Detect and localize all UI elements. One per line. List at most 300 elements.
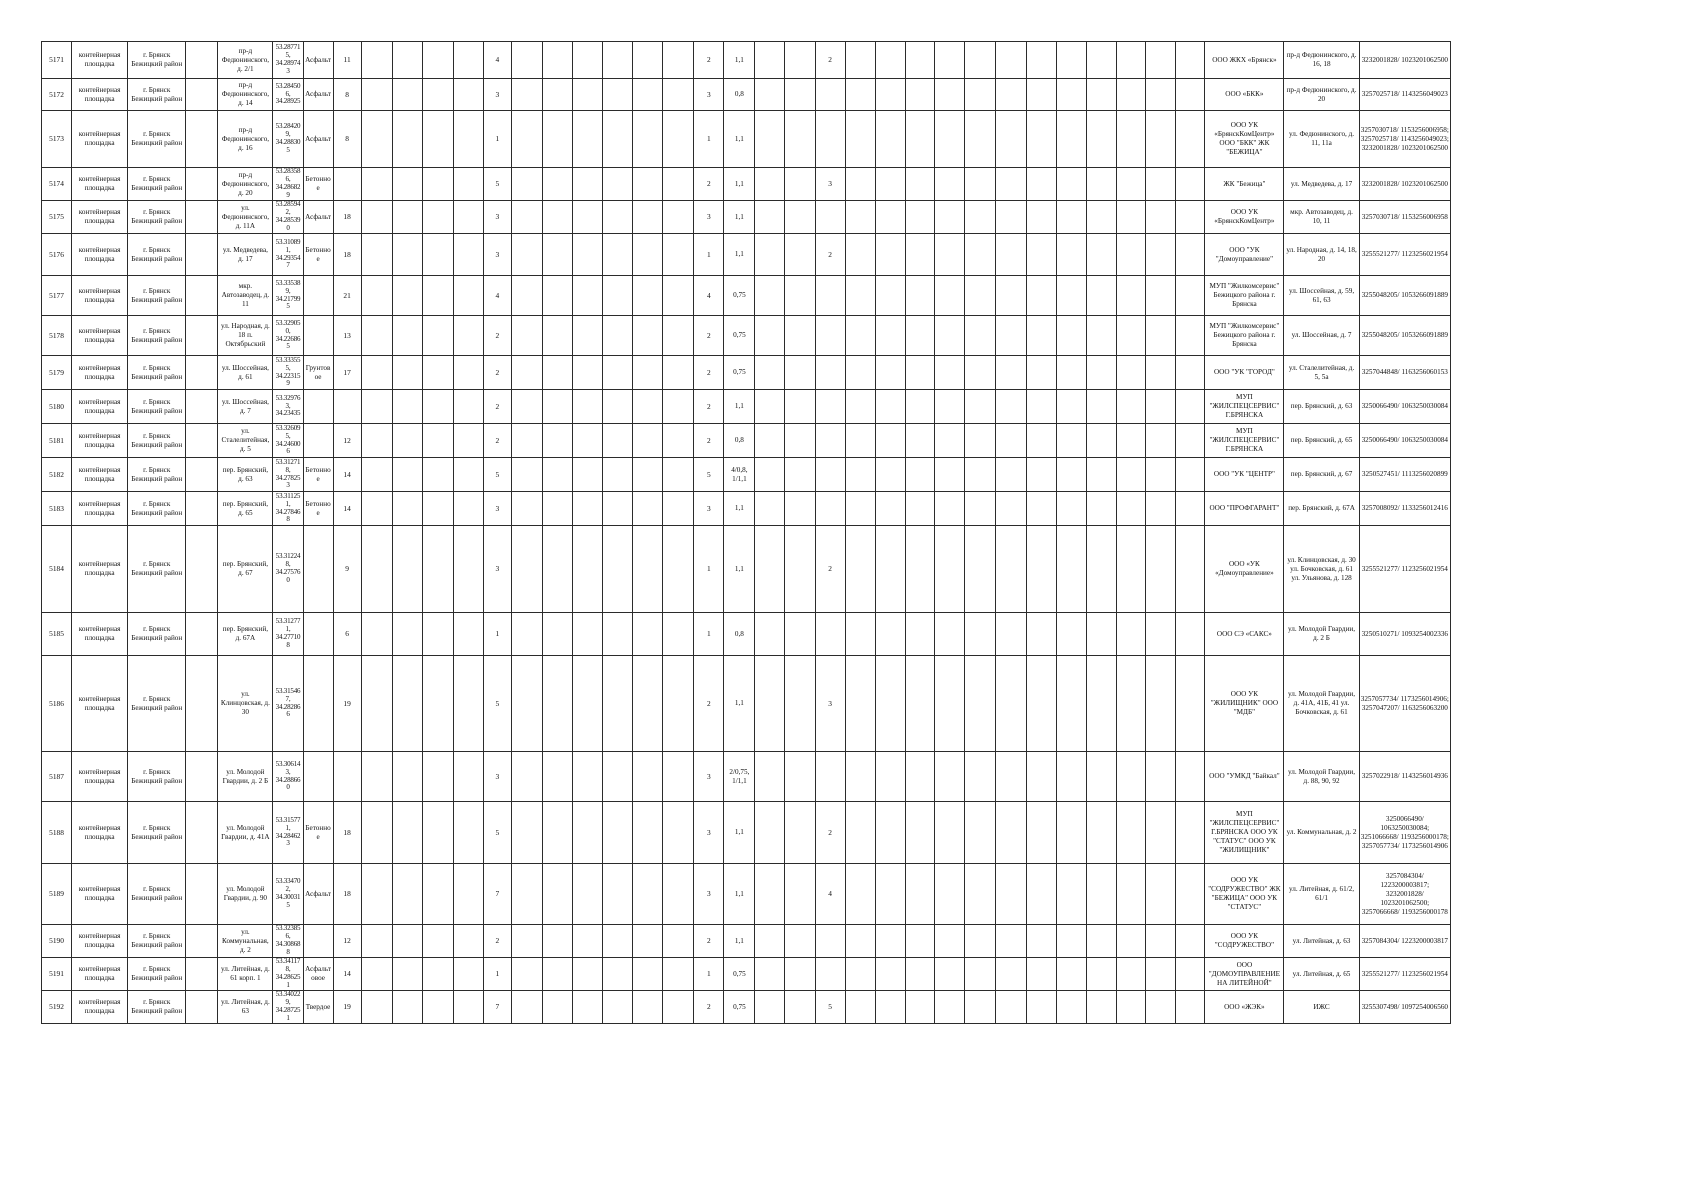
empty-cell: [785, 958, 815, 991]
operator-name: ЖК "Бежица": [1205, 168, 1284, 201]
container-volume: 4/0,8, 1/1,1: [724, 458, 755, 492]
empty-cell: [875, 802, 905, 864]
empty-cell: [785, 42, 815, 79]
surface-type: Асфальтовое: [303, 958, 333, 991]
row-number: 5183: [42, 492, 72, 526]
empty-cell: [1087, 492, 1117, 526]
served-addresses: ул. Литейная, д. 65: [1284, 958, 1359, 991]
empty-cell: [875, 168, 905, 201]
empty-cell: [573, 802, 603, 864]
empty-cell: [422, 958, 453, 991]
empty-cell: [785, 276, 815, 316]
empty-cell: [633, 492, 663, 526]
site-type: контейнерная площадка: [72, 356, 128, 390]
empty-cell: [542, 752, 572, 802]
coordinates: 53.32385 6, 34.30868 8: [273, 925, 303, 958]
container-count-2: 3: [694, 492, 724, 526]
empty-cell: [573, 201, 603, 234]
inn-ogrn: 3257044848/ 1163256060153: [1359, 356, 1450, 390]
empty-cell: [905, 492, 934, 526]
container-volume: 1,1: [724, 168, 755, 201]
surface-type: Асфальт: [303, 42, 333, 79]
empty-cell: [1026, 424, 1056, 458]
container-count-2: 3: [694, 752, 724, 802]
empty-cell: [934, 234, 964, 276]
empty-cell: [1117, 79, 1146, 111]
site-address: ул. Медведева, д. 17: [218, 234, 273, 276]
empty-cell: [453, 316, 483, 356]
empty-cell: [995, 458, 1026, 492]
empty-cell: [995, 42, 1026, 79]
container-count-3: [815, 613, 845, 656]
empty-cell: [573, 234, 603, 276]
empty-cell: [905, 613, 934, 656]
container-count-2: 1: [694, 526, 724, 613]
container-count: 2: [483, 424, 511, 458]
empty-cell: [453, 168, 483, 201]
inn-ogrn: 3257030718/ 1153256006958; 3257025718/ 1143256049023; 3232001828/ 1023201062500: [1359, 111, 1450, 168]
empty-cell: [392, 526, 422, 613]
surface-type: [303, 316, 333, 356]
empty-cell: [542, 168, 572, 201]
city-district: г. Брянск Бежицкий район: [128, 356, 186, 390]
row-number: 5174: [42, 168, 72, 201]
empty-cell: [1057, 958, 1087, 991]
container-count: 3: [483, 201, 511, 234]
empty-cell: [1176, 276, 1205, 316]
served-addresses: мкр. Автозаводец, д. 10, 11: [1284, 201, 1359, 234]
empty-cell: [361, 168, 392, 201]
empty-cell: [845, 802, 875, 864]
coordinates: 53.33355 5, 34.22315 9: [273, 356, 303, 390]
empty-cell: [755, 316, 785, 356]
area-value: 14: [333, 458, 361, 492]
empty-cell: [663, 201, 694, 234]
empty-cell: [453, 390, 483, 424]
empty-cell: [453, 424, 483, 458]
empty-cell: [361, 276, 392, 316]
empty-cell: [964, 526, 995, 613]
empty-cell: [186, 276, 218, 316]
empty-cell: [845, 111, 875, 168]
operator-name: ООО СЭ «САКС»: [1205, 613, 1284, 656]
empty-cell: [934, 42, 964, 79]
empty-cell: [964, 656, 995, 752]
container-volume: 1,1: [724, 864, 755, 925]
empty-cell: [361, 802, 392, 864]
site-address: ул. Сталелитейная, д. 5: [218, 424, 273, 458]
inn-ogrn: 3255521277/ 1123256021954: [1359, 234, 1450, 276]
empty-cell: [573, 991, 603, 1024]
surface-type: Асфальт: [303, 111, 333, 168]
empty-cell: [663, 613, 694, 656]
surface-type: Твердое: [303, 991, 333, 1024]
area-value: 12: [333, 424, 361, 458]
empty-cell: [964, 111, 995, 168]
empty-cell: [875, 526, 905, 613]
empty-cell: [392, 79, 422, 111]
container-count-2: 2: [694, 356, 724, 390]
row-number: 5175: [42, 201, 72, 234]
site-type: контейнерная площадка: [72, 656, 128, 752]
empty-cell: [995, 276, 1026, 316]
empty-cell: [392, 958, 422, 991]
empty-cell: [995, 168, 1026, 201]
area-value: 6: [333, 613, 361, 656]
area-value: 17: [333, 356, 361, 390]
empty-cell: [995, 656, 1026, 752]
served-addresses: ИЖС: [1284, 991, 1359, 1024]
empty-cell: [1146, 613, 1176, 656]
container-count-3: [815, 390, 845, 424]
empty-cell: [995, 526, 1026, 613]
empty-cell: [1087, 925, 1117, 958]
empty-cell: [995, 390, 1026, 424]
site-address: пр-д Федюнинского, д. 2/1: [218, 42, 273, 79]
operator-name: МУП "ЖИЛСПЕЦСЕРВИС" Г.БРЯНСКА ООО УК "СТАТУС" ООО УК "ЖИЛИЩНИК": [1205, 802, 1284, 864]
empty-cell: [845, 458, 875, 492]
operator-name: ООО "ДОМОУПРАВЛЕНИЕ НА ЛИТЕЙНОЙ": [1205, 958, 1284, 991]
city-district: г. Брянск Бежицкий район: [128, 526, 186, 613]
operator-name: ООО «БКК»: [1205, 79, 1284, 111]
empty-cell: [905, 802, 934, 864]
empty-cell: [392, 424, 422, 458]
empty-cell: [603, 752, 633, 802]
city-district: г. Брянск Бежицкий район: [128, 79, 186, 111]
surface-type: [303, 390, 333, 424]
empty-cell: [1026, 526, 1056, 613]
empty-cell: [186, 656, 218, 752]
empty-cell: [934, 656, 964, 752]
site-address: ул. Молодой Гвардии, д. 90: [218, 864, 273, 925]
surface-type: Асфальт: [303, 864, 333, 925]
city-district: г. Брянск Бежицкий район: [128, 234, 186, 276]
site-type: контейнерная площадка: [72, 492, 128, 526]
empty-cell: [785, 316, 815, 356]
empty-cell: [1087, 276, 1117, 316]
empty-cell: [633, 42, 663, 79]
empty-cell: [573, 42, 603, 79]
coordinates: 53.28420 9, 34.28830 5: [273, 111, 303, 168]
container-volume: 1,1: [724, 42, 755, 79]
empty-cell: [875, 316, 905, 356]
empty-cell: [542, 390, 572, 424]
empty-cell: [1146, 656, 1176, 752]
empty-cell: [1057, 802, 1087, 864]
empty-cell: [1057, 316, 1087, 356]
empty-cell: [1117, 458, 1146, 492]
operator-name: ООО "ПРОФГАРАНТ": [1205, 492, 1284, 526]
empty-cell: [663, 802, 694, 864]
site-type: контейнерная площадка: [72, 613, 128, 656]
table-row: [42, 656, 1451, 752]
area-value: [333, 168, 361, 201]
container-count: 4: [483, 42, 511, 79]
inn-ogrn: 3257030718/ 1153256006958: [1359, 201, 1450, 234]
empty-cell: [755, 458, 785, 492]
container-count-3: 5: [815, 991, 845, 1024]
served-addresses: ул. Молодой Гвардии, д. 88, 90, 92: [1284, 752, 1359, 802]
empty-cell: [755, 656, 785, 752]
empty-cell: [905, 458, 934, 492]
container-count-3: [815, 356, 845, 390]
operator-name: ООО УК «БрянскКомЦентр»: [1205, 201, 1284, 234]
empty-cell: [845, 390, 875, 424]
empty-cell: [1117, 168, 1146, 201]
empty-cell: [186, 424, 218, 458]
empty-cell: [186, 613, 218, 656]
row-number: 5179: [42, 356, 72, 390]
empty-cell: [422, 168, 453, 201]
empty-cell: [1176, 111, 1205, 168]
container-count-2: 3: [694, 201, 724, 234]
empty-cell: [663, 234, 694, 276]
container-count: 1: [483, 958, 511, 991]
empty-cell: [361, 958, 392, 991]
empty-cell: [1117, 356, 1146, 390]
container-volume: 0,75: [724, 276, 755, 316]
empty-cell: [186, 234, 218, 276]
container-count-3: [815, 424, 845, 458]
empty-cell: [186, 201, 218, 234]
row-number: 5181: [42, 424, 72, 458]
container-count: 5: [483, 802, 511, 864]
coordinates: 53.33470 2, 34.30031 5: [273, 864, 303, 925]
site-address: ул. Коммунальная, д. 2: [218, 925, 273, 958]
empty-cell: [845, 925, 875, 958]
empty-cell: [755, 356, 785, 390]
empty-cell: [663, 492, 694, 526]
empty-cell: [511, 656, 542, 752]
empty-cell: [964, 458, 995, 492]
empty-cell: [905, 234, 934, 276]
empty-cell: [511, 613, 542, 656]
empty-cell: [361, 390, 392, 424]
served-addresses: пер. Брянский, д. 63: [1284, 390, 1359, 424]
served-addresses: пр-д Федюнинского, д. 20: [1284, 79, 1359, 111]
empty-cell: [845, 356, 875, 390]
empty-cell: [361, 234, 392, 276]
container-count-3: 2: [815, 802, 845, 864]
area-value: 18: [333, 201, 361, 234]
empty-cell: [603, 201, 633, 234]
area-value: 14: [333, 958, 361, 991]
empty-cell: [785, 356, 815, 390]
empty-cell: [422, 925, 453, 958]
coordinates: 53.31271 8, 34.27825 3: [273, 458, 303, 492]
empty-cell: [573, 613, 603, 656]
coordinates: 53.32905 0, 34.22686 5: [273, 316, 303, 356]
site-type: контейнерная площадка: [72, 458, 128, 492]
served-addresses: ул. Молодой Гвардии, д. 2 Б: [1284, 613, 1359, 656]
empty-cell: [1057, 526, 1087, 613]
container-volume: 1,1: [724, 802, 755, 864]
empty-cell: [603, 864, 633, 925]
empty-cell: [663, 656, 694, 752]
empty-cell: [1087, 458, 1117, 492]
empty-cell: [1146, 424, 1176, 458]
empty-cell: [875, 79, 905, 111]
empty-cell: [934, 276, 964, 316]
empty-cell: [663, 424, 694, 458]
container-count-3: 3: [815, 656, 845, 752]
table-row: [42, 79, 1451, 111]
empty-cell: [663, 42, 694, 79]
empty-cell: [1026, 925, 1056, 958]
empty-cell: [1176, 656, 1205, 752]
empty-cell: [453, 276, 483, 316]
coordinates: 53.28450 6, 34.28925: [273, 79, 303, 111]
empty-cell: [186, 42, 218, 79]
empty-cell: [453, 656, 483, 752]
empty-cell: [186, 492, 218, 526]
empty-cell: [875, 991, 905, 1024]
empty-cell: [1117, 864, 1146, 925]
empty-cell: [1087, 802, 1117, 864]
empty-cell: [542, 356, 572, 390]
empty-cell: [1176, 316, 1205, 356]
site-type: контейнерная площадка: [72, 168, 128, 201]
site-address: ул. Литейная, д. 61 корп. 1: [218, 958, 273, 991]
empty-cell: [1117, 316, 1146, 356]
empty-cell: [934, 613, 964, 656]
empty-cell: [785, 613, 815, 656]
empty-cell: [573, 424, 603, 458]
container-count-2: 2: [694, 168, 724, 201]
table-row: [42, 613, 1451, 656]
site-type: контейнерная площадка: [72, 864, 128, 925]
empty-cell: [1146, 752, 1176, 802]
empty-cell: [845, 234, 875, 276]
container-count-2: 1: [694, 958, 724, 991]
coordinates: 53.33538 9, 34.21799 5: [273, 276, 303, 316]
empty-cell: [1176, 752, 1205, 802]
empty-cell: [845, 656, 875, 752]
empty-cell: [845, 316, 875, 356]
empty-cell: [663, 752, 694, 802]
container-volume: 1,1: [724, 492, 755, 526]
container-count-2: 2: [694, 925, 724, 958]
empty-cell: [905, 925, 934, 958]
empty-cell: [875, 356, 905, 390]
site-address: пер. Брянский, д. 65: [218, 492, 273, 526]
empty-cell: [422, 79, 453, 111]
registry-sheet: [41, 41, 1451, 1024]
empty-cell: [633, 424, 663, 458]
empty-cell: [785, 991, 815, 1024]
empty-cell: [573, 458, 603, 492]
empty-cell: [1057, 656, 1087, 752]
empty-cell: [1176, 424, 1205, 458]
city-district: г. Брянск Бежицкий район: [128, 111, 186, 168]
empty-cell: [1057, 424, 1087, 458]
empty-cell: [1117, 526, 1146, 613]
empty-cell: [511, 201, 542, 234]
empty-cell: [603, 925, 633, 958]
table-row: [42, 316, 1451, 356]
empty-cell: [875, 656, 905, 752]
city-district: г. Брянск Бежицкий район: [128, 802, 186, 864]
empty-cell: [755, 390, 785, 424]
empty-cell: [755, 79, 785, 111]
empty-cell: [392, 925, 422, 958]
surface-type: [303, 656, 333, 752]
city-district: г. Брянск Бежицкий район: [128, 958, 186, 991]
empty-cell: [1087, 390, 1117, 424]
empty-cell: [511, 79, 542, 111]
empty-cell: [603, 656, 633, 752]
empty-cell: [663, 276, 694, 316]
empty-cell: [573, 168, 603, 201]
empty-cell: [1087, 526, 1117, 613]
empty-cell: [1146, 168, 1176, 201]
empty-cell: [1057, 111, 1087, 168]
empty-cell: [905, 526, 934, 613]
empty-cell: [755, 42, 785, 79]
inn-ogrn: 3255048205/ 1053266091889: [1359, 276, 1450, 316]
empty-cell: [361, 864, 392, 925]
empty-cell: [422, 752, 453, 802]
empty-cell: [785, 201, 815, 234]
empty-cell: [1057, 864, 1087, 925]
empty-cell: [422, 864, 453, 925]
empty-cell: [1176, 168, 1205, 201]
container-count-2: 2: [694, 390, 724, 424]
surface-type: [303, 752, 333, 802]
empty-cell: [186, 958, 218, 991]
empty-cell: [603, 111, 633, 168]
container-count-2: 5: [694, 458, 724, 492]
empty-cell: [663, 526, 694, 613]
empty-cell: [1146, 991, 1176, 1024]
empty-cell: [422, 111, 453, 168]
empty-cell: [1057, 492, 1087, 526]
empty-cell: [633, 864, 663, 925]
empty-cell: [603, 234, 633, 276]
empty-cell: [361, 111, 392, 168]
empty-cell: [633, 958, 663, 991]
empty-cell: [1087, 958, 1117, 991]
empty-cell: [1176, 458, 1205, 492]
container-count: 3: [483, 234, 511, 276]
city-district: г. Брянск Бежицкий район: [128, 390, 186, 424]
empty-cell: [633, 201, 663, 234]
operator-name: ООО «УК «Домоуправление»: [1205, 526, 1284, 613]
empty-cell: [1057, 201, 1087, 234]
empty-cell: [511, 168, 542, 201]
empty-cell: [934, 492, 964, 526]
inn-ogrn: 3250510271/ 1093254002336: [1359, 613, 1450, 656]
empty-cell: [1146, 111, 1176, 168]
empty-cell: [785, 424, 815, 458]
container-count: 7: [483, 991, 511, 1024]
surface-type: [303, 276, 333, 316]
empty-cell: [1057, 276, 1087, 316]
container-volume: 1,1: [724, 390, 755, 424]
empty-cell: [785, 752, 815, 802]
served-addresses: пер. Брянский, д. 67А: [1284, 492, 1359, 526]
empty-cell: [964, 356, 995, 390]
empty-cell: [422, 656, 453, 752]
container-count: 1: [483, 111, 511, 168]
empty-cell: [511, 752, 542, 802]
container-count-3: 2: [815, 42, 845, 79]
empty-cell: [785, 656, 815, 752]
empty-cell: [603, 526, 633, 613]
container-count-3: [815, 752, 845, 802]
empty-cell: [542, 111, 572, 168]
operator-name: ООО УК «БрянскКомЦентр» ООО "БКК" ЖК "БЕЖИЦА": [1205, 111, 1284, 168]
